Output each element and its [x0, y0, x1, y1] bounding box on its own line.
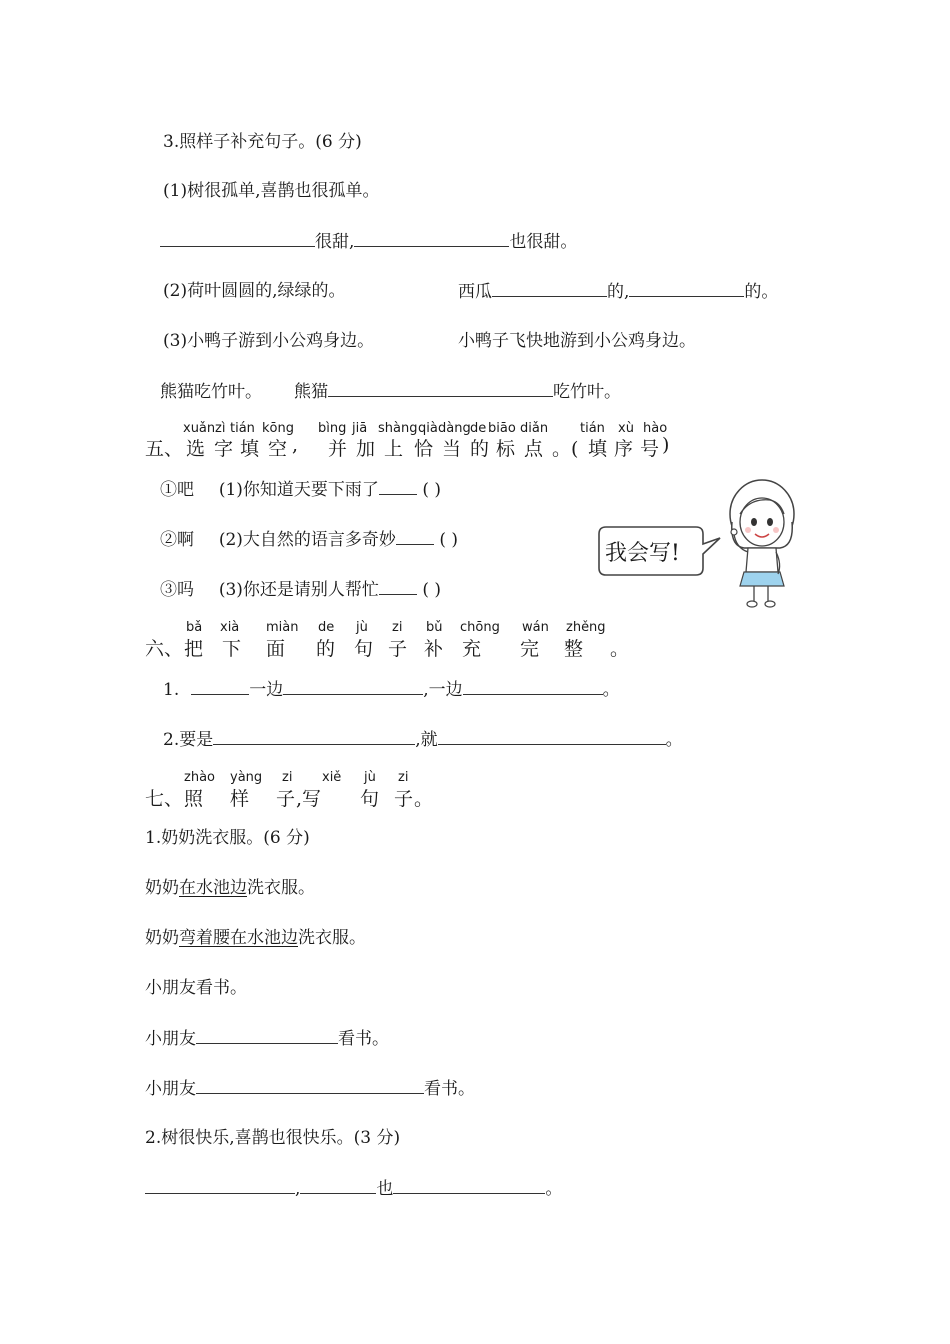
q3-answer-3: 熊猫吃竹叶。 熊猫 吃竹叶。 [160, 382, 621, 402]
section-number: 六、 [145, 638, 184, 660]
heading-char: 并 [328, 438, 348, 460]
pinyin: biāo [488, 421, 516, 436]
blank[interactable] [213, 728, 415, 745]
option-row: ①吧 (1)你知道天要下雨了 ( ) [160, 480, 441, 500]
heading-char: 子 [394, 788, 414, 810]
blank[interactable] [328, 380, 553, 397]
part7-q2-answer: , 也 。 [145, 1177, 562, 1200]
pinyin: xuǎn [183, 421, 216, 436]
heading-char: 。 [414, 788, 434, 810]
blank[interactable] [191, 678, 249, 695]
part6-q1: 1. 一边 ,一边 。 [163, 680, 620, 700]
pinyin: zi [282, 770, 293, 785]
part7-q1-title: 1.奶奶洗衣服。(6 分) [145, 828, 310, 848]
part7-sentence-5: 小朋友 看书。 [145, 1079, 475, 1099]
heading-char: 恰 [414, 438, 434, 460]
blank[interactable] [492, 280, 607, 297]
pinyin: yàng [230, 770, 263, 785]
pinyin: bǔ [426, 620, 443, 635]
pinyin: bìng [318, 421, 347, 436]
q3-example-2: (2)荷叶圆圆的,绿绿的。 [163, 281, 346, 301]
part6-q2: 2.要是 ,就 。 [163, 730, 683, 750]
pinyin: tián [580, 421, 605, 436]
q3-example-3b: 小鸭子飞快地游到小公鸡身边。 [458, 331, 696, 351]
heading-char: 加 [356, 438, 376, 460]
heading-char: 样 [230, 788, 250, 810]
pinyin: xù [618, 421, 634, 436]
pinyin: qià [418, 421, 438, 436]
option-row: ②啊 (2)大自然的语言多奇妙 ( ) [160, 530, 458, 550]
section-number: 五、 [145, 438, 184, 460]
part7-q2-title: 2.树很快乐,喜鹊也很快乐。(3 分) [145, 1128, 401, 1148]
option-label: ①吧 [160, 480, 194, 500]
pinyin: kōng [262, 421, 294, 436]
q3-answer-2: 西瓜 的, 的。 [458, 282, 779, 302]
heading-char: 句 [354, 638, 374, 660]
blank[interactable] [438, 728, 666, 745]
pinyin: shàng [378, 421, 418, 436]
heading-char: 子 [388, 638, 408, 660]
heading-char: 的 [470, 438, 490, 460]
pinyin: tián [230, 421, 255, 436]
part7-sentence-4: 小朋友 看书。 [145, 1029, 389, 1049]
pinyin: zhào [184, 770, 215, 785]
speech-bubble [598, 526, 704, 574]
q3-answer-1: 很甜, 也很甜。 [160, 230, 577, 253]
heading-char: 子 [276, 788, 296, 810]
answer-paren[interactable]: ( ) [439, 530, 458, 550]
option-label: ③吗 [160, 580, 194, 600]
pinyin: zi [398, 770, 409, 785]
heading-char: 补 [424, 638, 444, 660]
option-label: ②啊 [160, 530, 194, 550]
blank[interactable] [393, 1177, 545, 1194]
heading-char: 下 [222, 638, 242, 660]
heading-char: 字 [214, 438, 234, 460]
blank[interactable] [196, 1077, 424, 1094]
heading-char: 把 [184, 638, 204, 660]
pinyin: chōng [460, 620, 500, 635]
blank[interactable] [160, 230, 315, 247]
heading-char: , [292, 434, 299, 456]
blank[interactable] [300, 1177, 376, 1194]
pinyin: xiě [322, 770, 342, 785]
heading-char: 上 [384, 438, 404, 460]
heading-char: 整 [564, 638, 584, 660]
heading-char: ,写 [296, 788, 322, 810]
girl-icon [720, 478, 800, 610]
heading-char: 选 [186, 438, 206, 460]
blank[interactable] [145, 1177, 295, 1194]
pinyin: jù [364, 770, 376, 785]
pinyin: jiā [352, 421, 368, 436]
blank[interactable] [283, 678, 423, 695]
pinyin: de [470, 421, 487, 436]
pinyin: xià [220, 620, 240, 635]
heading-char: 句 [360, 788, 380, 810]
pinyin: diǎn [520, 421, 549, 436]
pinyin: zì [215, 421, 226, 436]
option-row: ③吗 (3)你还是请别人帮忙 ( ) [160, 580, 441, 600]
heading-char: 完 [520, 638, 540, 660]
pinyin: de [318, 620, 335, 635]
q3-example-3: (3)小鸭子游到小公鸡身边。 [163, 331, 375, 351]
answer-paren[interactable]: ( ) [422, 480, 441, 500]
heading-char: 照 [184, 788, 204, 810]
pinyin: miàn [266, 620, 299, 635]
heading-char: ) [662, 434, 670, 456]
heading-char: 的 [316, 638, 336, 660]
q3-title: 3.照样子补充句子。(6 分) [163, 132, 362, 152]
pinyin: dàng [438, 421, 471, 436]
part7-sentence-1: 奶奶在水池边洗衣服。 [145, 878, 315, 898]
pinyin: jù [356, 620, 368, 635]
section-number: 七、 [145, 788, 184, 810]
heading-char: 标 [496, 438, 516, 460]
blank[interactable] [463, 678, 603, 695]
underlined-phrase: 弯着腰在水池边 [179, 928, 298, 948]
blank[interactable] [629, 280, 744, 297]
bubble-text: 我会写! [605, 541, 680, 566]
heading-char: 填 [240, 438, 260, 460]
heading-char: 充 [462, 638, 482, 660]
blank[interactable] [379, 578, 417, 595]
heading-char: 空 [268, 438, 288, 460]
part7-sentence-3: 小朋友看书。 [145, 978, 247, 998]
heading-char: 当 [442, 438, 462, 460]
pinyin: hào [643, 421, 668, 436]
part7-sentence-2: 奶奶弯着腰在水池边洗衣服。 [145, 928, 366, 948]
pinyin: wán [522, 620, 549, 635]
pinyin: zhěng [566, 620, 606, 635]
heading-char: 填 [588, 438, 608, 460]
q3-example-1: (1)树很孤单,喜鹊也很孤单。 [163, 181, 380, 201]
heading-char: 点 [524, 438, 544, 460]
underlined-phrase: 在水池边 [179, 878, 247, 898]
heading-char: 。 [610, 638, 630, 660]
blank[interactable] [196, 1027, 338, 1044]
heading-char: 。( [552, 438, 579, 460]
heading-char: 面 [266, 638, 286, 660]
heading-char: 序 [614, 438, 634, 460]
blank[interactable] [379, 478, 417, 495]
blank[interactable] [354, 230, 509, 247]
pinyin: bǎ [186, 620, 203, 635]
pinyin: zi [392, 620, 403, 635]
blank[interactable] [396, 528, 434, 545]
heading-char: 号 [640, 438, 660, 460]
answer-paren[interactable]: ( ) [422, 580, 441, 600]
